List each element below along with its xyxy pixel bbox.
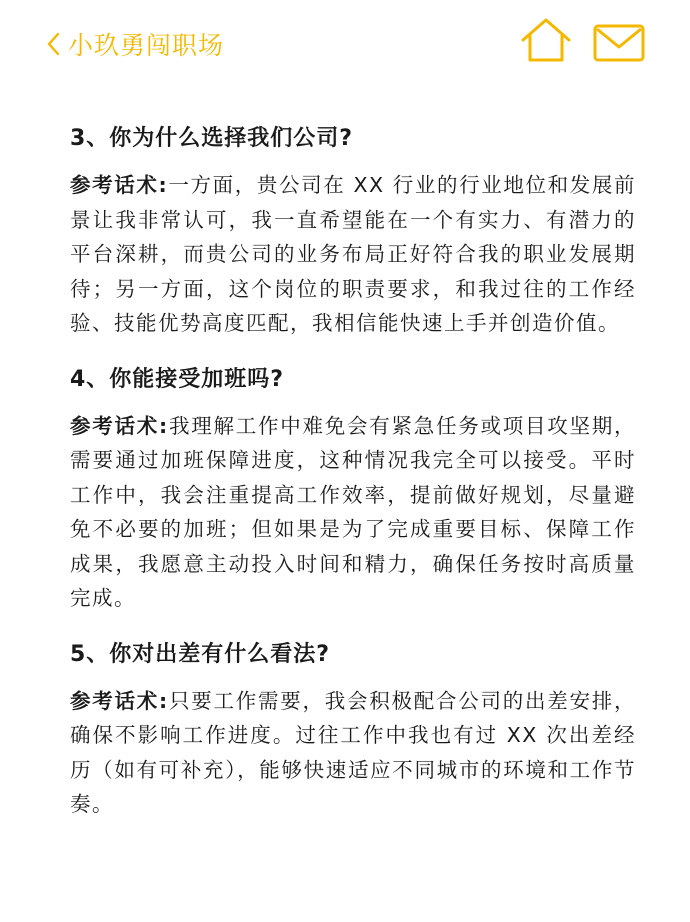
- article-body: [0, 90, 636, 822]
- chevron-left-icon: [44, 30, 62, 58]
- answer-text: 我理解工作中难免会有紧急任务或项目攻坚期，需要通过加班保障进度，这种情况我完全可以接受。平时工作中，我会注重提高工作效率，提前做好规划，尽量避免不必要的加班；但如果是为了完成重要目标、保障工作成果，我愿意主动投入时间和精力，确保任务按时高质量完成。: [70, 413, 637, 610]
- qa-section: [70, 124, 636, 341]
- question-title: 5、你对出差有什么看法?: [70, 641, 331, 667]
- question-title: 3、你为什么选择我们公司?: [70, 126, 354, 151]
- back-label: 小玖勇闯职场: [68, 31, 225, 60]
- answer-label: 参考话术:: [70, 413, 169, 438]
- answer-label: 参考话术:: [70, 688, 169, 713]
- mail-icon[interactable]: [593, 24, 645, 62]
- home-icon[interactable]: [520, 16, 572, 64]
- question-title: 4、你能接受加班吗?: [70, 366, 285, 392]
- answer-paragraph: [70, 409, 636, 616]
- top-bar: [0, 0, 690, 90]
- answer-text: 只要工作需要，我会积极配合公司的出差安排，确保不影响工作进度。过往工作中我也有过 XX 次出差经历（如有可补充），能够快速适应不同城市的环境和工作节奏。: [70, 688, 637, 816]
- answer-label: 参考话术:: [70, 173, 169, 197]
- back-button[interactable]: [44, 26, 224, 62]
- qa-section: [70, 365, 636, 616]
- answer-paragraph: [70, 684, 636, 822]
- qa-section: [70, 640, 636, 822]
- answer-text: 一方面，贵公司在 XX 行业的行业地位和发展前景让我非常认可，我一直希望能在一个有实力、有潜力的平台深耕，而贵公司的业务布局正好符合我的职业发展期待；另一方面，这个岗位的职责要求，和我过往的工作经验、技能优势高度匹配，我相信能快速上手并创造价值。: [70, 173, 637, 335]
- answer-paragraph: [70, 168, 636, 341]
